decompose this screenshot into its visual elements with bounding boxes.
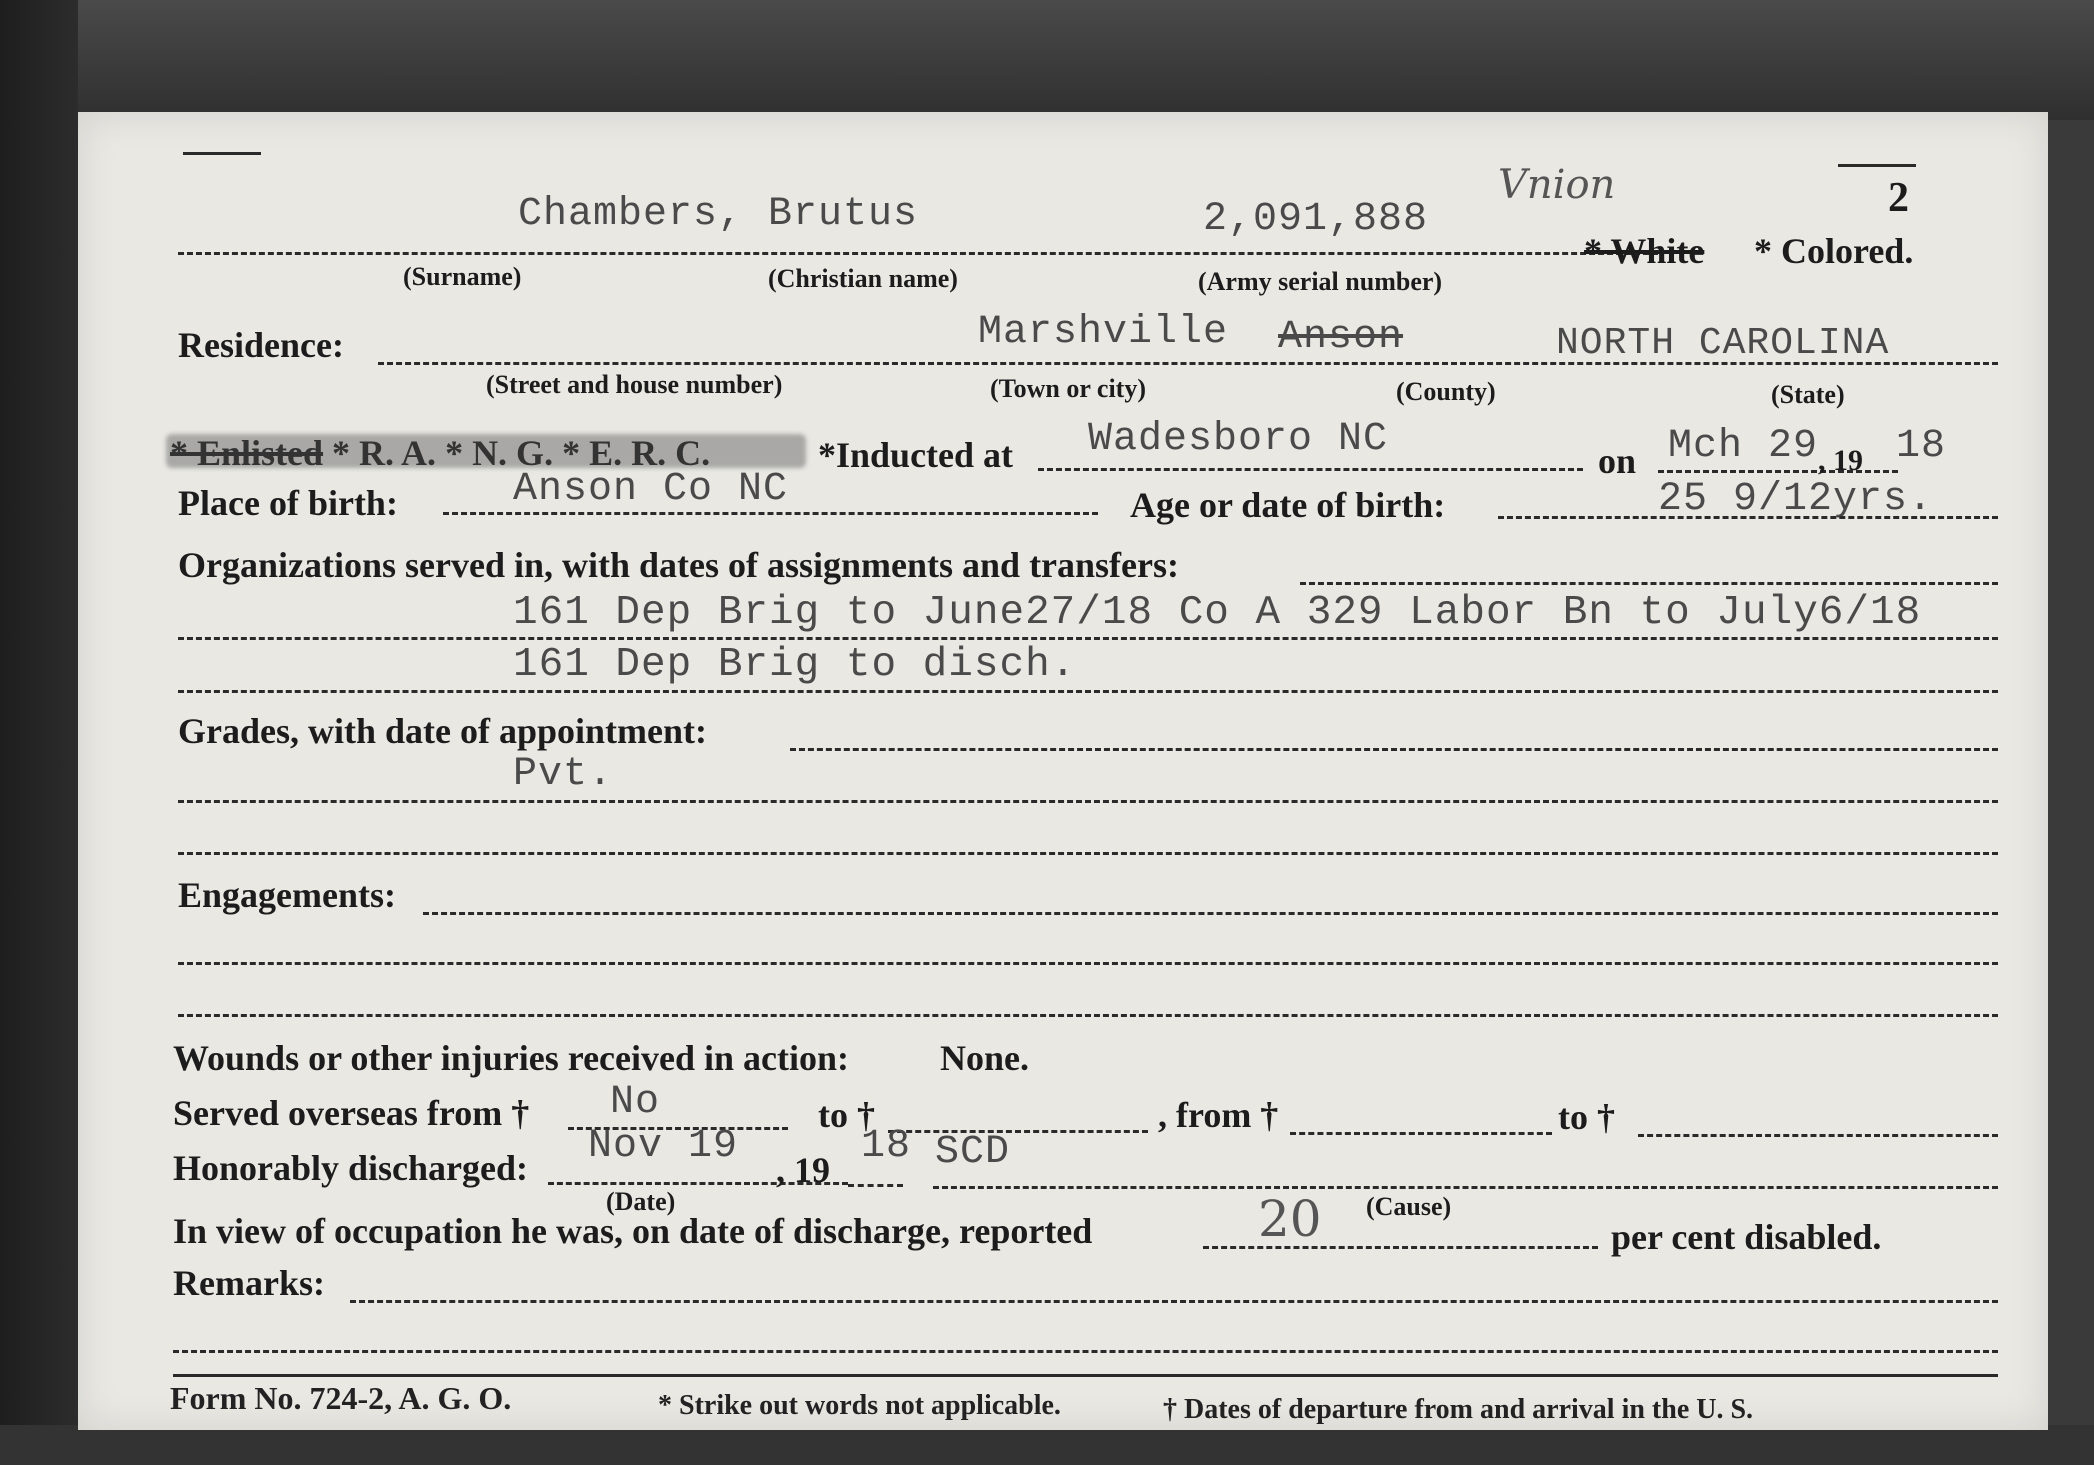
- grades-line-2: [178, 852, 1998, 855]
- discharge-year-line: [848, 1184, 903, 1187]
- overseas-to2-line: [1638, 1134, 1998, 1137]
- serial-value: 2,091,888: [1203, 197, 1429, 242]
- town-caption: (Town or city): [990, 374, 1146, 403]
- remarks-label: Remarks:: [173, 1263, 325, 1303]
- inducted-place: Wadesboro NC: [1088, 417, 1389, 462]
- discharge-date-caption: (Date): [606, 1187, 676, 1216]
- inducted-year: 18: [1896, 424, 1947, 469]
- inducted-line: [1038, 468, 1583, 471]
- engagements-line-2: [178, 1014, 1998, 1017]
- county-annotation: Vnion: [1498, 162, 1616, 208]
- overseas-from-value: No: [610, 1080, 661, 1125]
- name-value: Chambers, Brutus: [518, 192, 919, 237]
- age-value: 25 9/12yrs.: [1658, 477, 1934, 522]
- name-line: [178, 252, 1658, 255]
- inducted-year-prefix: , 19: [1818, 444, 1863, 477]
- wounds-value: None.: [940, 1038, 1029, 1078]
- street-caption: (Street and house number): [486, 370, 783, 399]
- organizations-line-1: [178, 637, 1998, 640]
- discharge-cause-line: [933, 1186, 1998, 1189]
- place-of-birth-line: [443, 512, 1098, 515]
- on-label: on: [1598, 441, 1637, 481]
- grades-line-1: [178, 800, 1998, 803]
- place-of-birth-label: Place of birth:: [178, 483, 398, 523]
- organizations-line1: 161 Dep Brig to June27/18 Co A 329 Labor Bn to July6/18: [513, 590, 1922, 636]
- top-left-mark: [183, 152, 261, 155]
- overseas-to-line: [888, 1130, 1148, 1133]
- scan-background-bottom: [0, 1425, 2094, 1465]
- residence-label: Residence:: [178, 325, 344, 365]
- race-white: * White: [1584, 231, 1705, 271]
- residence-line: [378, 362, 1998, 365]
- service-record-card: [78, 112, 2048, 1430]
- serial-caption: (Army serial number): [1198, 267, 1443, 296]
- inducted-label: *Inducted at: [818, 435, 1014, 475]
- organizations-line2: 161 Dep Brig to disch.: [513, 642, 1077, 688]
- age-label: Age or date of birth:: [1130, 485, 1446, 525]
- discharge-label: Honorably discharged:: [173, 1148, 529, 1188]
- overseas-from2-line: [1290, 1132, 1552, 1135]
- overseas-from-label: Served overseas from †: [173, 1093, 530, 1133]
- engagements-line-0: [423, 912, 1998, 915]
- organizations-label: Organizations served in, with dates of assignments and transfers:: [178, 545, 1180, 585]
- top-right-mark: [1838, 164, 1916, 167]
- disability-label: In view of occupation he was, on date of discharge, reported: [173, 1211, 1093, 1251]
- surname-caption: (Surname): [403, 262, 522, 291]
- engagements-line-1: [178, 962, 1998, 965]
- remarks-line-1: [173, 1350, 1998, 1353]
- dates-note: † Dates of departure from and arrival in the U. S.: [1163, 1394, 1754, 1425]
- organizations-line-2: [178, 690, 1998, 693]
- discharge-year-prefix: , 19: [776, 1150, 830, 1190]
- remarks-line-0: [350, 1300, 1998, 1303]
- discharge-cause-caption: (Cause): [1366, 1192, 1452, 1221]
- scan-background-top: [0, 0, 2094, 120]
- overseas-to2-label: to †: [1558, 1097, 1615, 1137]
- state-caption: (State): [1771, 380, 1845, 409]
- christian-caption: (Christian name): [768, 264, 958, 293]
- discharge-year: 18: [861, 1124, 912, 1169]
- enlisted-types: * Enlisted * R. A. * N. G. * E. R. C.: [170, 433, 711, 473]
- overseas-from2-label: , from †: [1158, 1095, 1279, 1135]
- form-number: Form No. 724-2, A. G. O.: [170, 1380, 512, 1416]
- grades-line-0: [790, 748, 1998, 751]
- organizations-line-0: [1300, 582, 1998, 585]
- scan-background-left: [0, 0, 78, 1465]
- residence-county: Anson: [1278, 315, 1404, 360]
- residence-town: Marshville: [978, 310, 1229, 355]
- inducted-date: Mch 29: [1668, 424, 1819, 469]
- race-colored: * Colored.: [1754, 231, 1914, 271]
- grades-label: Grades, with date of appointment:: [178, 711, 707, 751]
- overseas-to-label: to †: [818, 1095, 875, 1135]
- card-number: 2: [1888, 175, 1909, 221]
- strike-note: * Strike out words not applicable.: [658, 1390, 1061, 1421]
- footer-rule: [173, 1374, 1998, 1377]
- disability-value: 20: [1258, 1190, 1322, 1248]
- residence-state: NORTH CAROLINA: [1556, 322, 1890, 365]
- disability-suffix: per cent disabled.: [1611, 1217, 1882, 1257]
- wounds-label: Wounds or other injuries received in action:: [173, 1038, 850, 1078]
- discharge-cause: SCD: [935, 1130, 1011, 1175]
- disability-line: [1203, 1246, 1598, 1249]
- age-line: [1498, 516, 1998, 519]
- discharge-date: Nov 19: [588, 1124, 739, 1169]
- county-caption: (County): [1396, 377, 1496, 406]
- place-of-birth-value: Anson Co NC: [513, 467, 789, 512]
- grades-value: Pvt.: [513, 752, 614, 797]
- engagements-label: Engagements:: [178, 875, 396, 915]
